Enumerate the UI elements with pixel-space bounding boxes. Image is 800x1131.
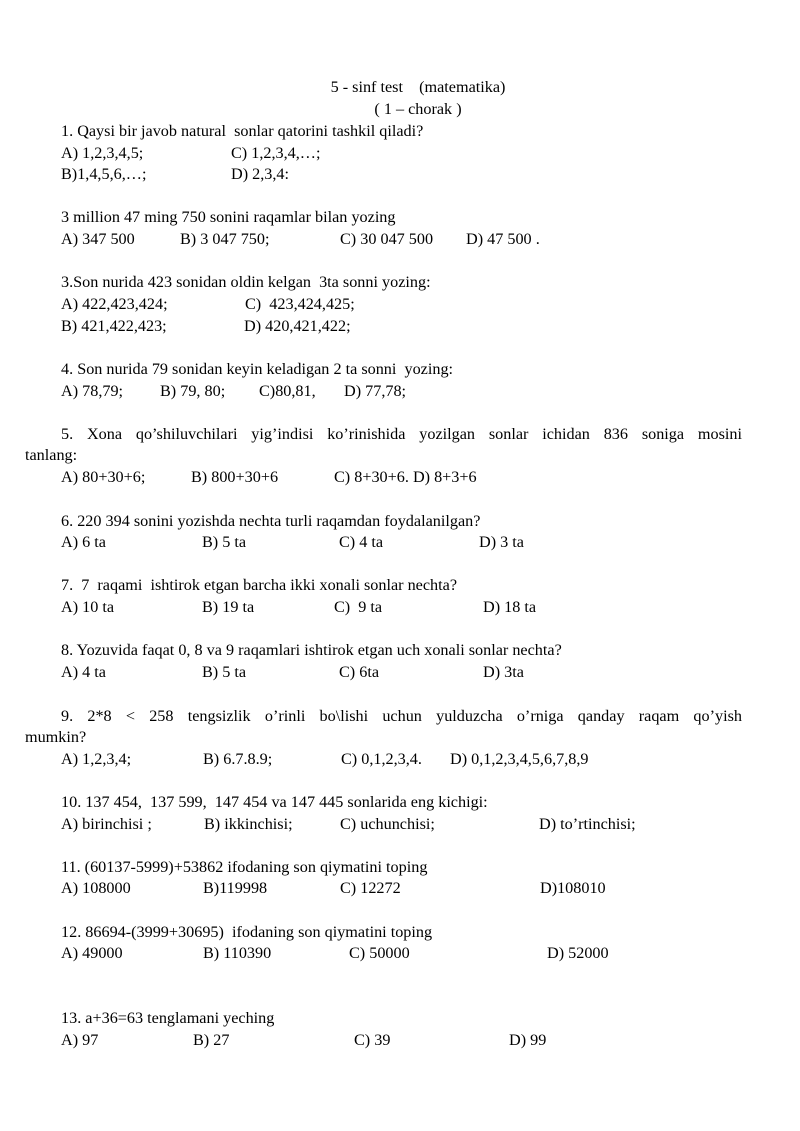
question-10-option-b: B) ikkinchisi;	[204, 815, 293, 833]
question-11-option-d: D)108010	[540, 879, 606, 897]
question-4-option-d: D) 77,78;	[344, 382, 407, 400]
page-title: 5 - sinf test (matematika)	[330, 78, 506, 96]
question-3-option-b: B) 421,422,423;	[61, 317, 167, 335]
question-4-option-c: C)80,81,	[259, 382, 316, 400]
question-9-option-b: B) 6.7.8.9;	[203, 750, 273, 768]
question-5-text-line1: 5. Xona qo’shiluvchilari yig’indisi ko’rinishida yozilgan sonlar ichidan 836 soniga mosini	[61, 425, 742, 443]
question-5-text-line2: tanlang:	[25, 446, 78, 464]
question-9-option-d: D) 0,1,2,3,4,5,6,7,8,9	[450, 750, 589, 768]
question-7-text: 7. 7 raqami ishtirok etgan barcha ikki xonali sonlar nechta?	[61, 576, 458, 594]
question-1-option-b: B)1,4,5,6,…;	[61, 165, 147, 183]
page-subtitle: ( 1 – chorak )	[374, 100, 462, 118]
question-5-option-b: B) 800+30+6	[191, 468, 279, 486]
question-9-option-a: A) 1,2,3,4;	[61, 750, 132, 768]
question-9-option-c: C) 0,1,2,3,4.	[341, 750, 422, 768]
question-2-option-d: D) 47 500 .	[466, 230, 540, 248]
question-1-option-c: C) 1,2,3,4,…;	[231, 144, 321, 162]
question-1-text: 1. Qaysi bir javob natural sonlar qatorini tashkil qiladi?	[61, 122, 424, 140]
question-12-option-b: B) 110390	[203, 944, 272, 962]
question-11-option-b: B)119998	[203, 879, 268, 897]
question-7-option-b: B) 19 ta	[202, 598, 255, 616]
question-2-text: 3 million 47 ming 750 sonini raqamlar bilan yozing	[61, 208, 396, 226]
question-8-option-b: B) 5 ta	[202, 663, 247, 681]
question-6-text: 6. 220 394 sonini yozishda nechta turli raqamdan foydalanilgan?	[61, 512, 481, 530]
question-11-option-c: C) 12272	[340, 879, 401, 897]
question-10-option-d: D) to’rtinchisi;	[539, 815, 636, 833]
question-11-option-a: A) 108000	[61, 879, 131, 897]
question-10-option-c: C) uchunchisi;	[340, 815, 435, 833]
question-3-option-a: A) 422,423,424;	[61, 295, 168, 313]
question-1-option-d: D) 2,3,4:	[231, 165, 289, 183]
question-5-option-a: A) 80+30+6;	[61, 468, 146, 486]
question-13-text: 13. a+36=63 tenglamani yeching	[61, 1009, 275, 1027]
question-6-option-d: D) 3 ta	[479, 533, 524, 551]
question-8-text: 8. Yozuvida faqat 0, 8 va 9 raqamlari ishtirok etgan uch xonali sonlar nechta?	[61, 641, 562, 659]
question-12-option-d: D) 52000	[547, 944, 609, 962]
question-5-option-c: C) 8+30+6. D) 8+3+6	[334, 468, 477, 486]
question-4-option-b: B) 79, 80;	[160, 382, 226, 400]
question-4-text: 4. Son nurida 79 sonidan keyin keladigan 2 ta sonni yozing:	[61, 360, 454, 378]
question-6-option-b: B) 5 ta	[202, 533, 247, 551]
question-10-text: 10. 137 454, 137 599, 147 454 va 147 445 sonlarida eng kichigi:	[61, 793, 488, 811]
question-6-option-c: C) 4 ta	[339, 533, 384, 551]
question-13-option-d: D) 99	[509, 1031, 547, 1049]
question-10-option-a: A) birinchisi ;	[61, 815, 152, 833]
question-8-option-d: D) 3ta	[483, 663, 524, 681]
question-2-option-b: B) 3 047 750;	[180, 230, 270, 248]
question-4-option-a: A) 78,79;	[61, 382, 124, 400]
question-11-text: 11. (60137-5999)+53862 ifodaning son qiymatini toping	[61, 858, 428, 876]
question-2-option-a: A) 347 500	[61, 230, 135, 248]
question-9-text-line2: mumkin?	[25, 728, 87, 746]
question-7-option-a: A) 10 ta	[61, 598, 115, 616]
question-2-option-c: C) 30 047 500	[340, 230, 434, 248]
question-8-option-c: C) 6ta	[339, 663, 380, 681]
question-12-text: 12. 86694-(3999+30695) ifodaning son qiymatini toping	[61, 923, 433, 941]
question-8-option-a: A) 4 ta	[61, 663, 106, 681]
question-7-option-d: D) 18 ta	[483, 598, 537, 616]
question-12-option-c: C) 50000	[349, 944, 410, 962]
question-13-option-a: A) 97	[61, 1031, 99, 1049]
question-3-option-d: D) 420,421,422;	[244, 317, 351, 335]
question-9-text-line1: 9. 2*8 < 258 tengsizlik o’rinli bo\lishi uchun yulduzcha o’rniga qanday raqam qo’yish	[61, 707, 742, 725]
question-6-option-a: A) 6 ta	[61, 533, 106, 551]
question-7-option-c: C) 9 ta	[334, 598, 383, 616]
question-3-text: 3.Son nurida 423 sonidan oldin kelgan 3ta sonni yozing:	[61, 273, 431, 291]
question-3-option-c: C) 423,424,425;	[245, 295, 355, 313]
question-1-option-a: A) 1,2,3,4,5;	[61, 144, 144, 162]
question-12-option-a: A) 49000	[61, 944, 123, 962]
question-13-option-b: B) 27	[193, 1031, 230, 1049]
question-13-option-c: C) 39	[354, 1031, 391, 1049]
